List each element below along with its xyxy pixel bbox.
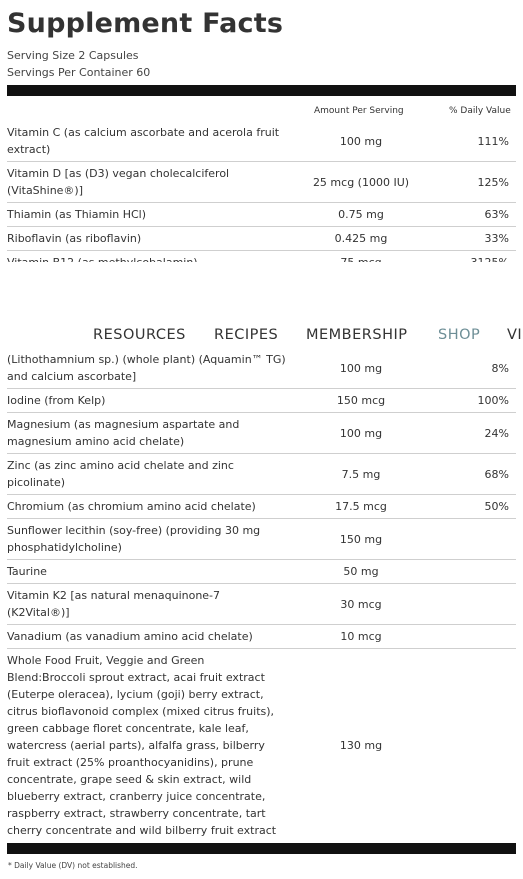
amount-per-serving: 100 mg: [339, 134, 383, 148]
daily-value: 33%: [422, 227, 516, 251]
table-row: [7, 454, 516, 495]
table-row: [7, 227, 516, 251]
nutrient-name: Vitamin C (as calcium ascorbate and acerola fruit extract): [7, 126, 280, 156]
nav-item-more[interactable]: VI: [507, 327, 523, 343]
amount-per-serving: 150 mcg: [292, 389, 422, 413]
table-row: [7, 560, 516, 584]
table-row: [7, 584, 516, 625]
amount-per-serving: 100 mg: [292, 413, 422, 454]
amount-per-serving: 10 mcg: [292, 625, 422, 649]
table-row: [7, 121, 516, 162]
nutrient-name: Sunflower lecithin (soy-free) (providing 30 mg phosphatidylcholine): [7, 519, 292, 560]
amount-per-serving: 150 mg: [292, 519, 422, 560]
daily-value: [422, 584, 516, 625]
amount-per-serving: 0.425 mg: [292, 227, 422, 251]
cut-overlay: [7, 262, 516, 276]
nutrient-name: Zinc (as zinc amino acid chelate and zinc picolinate): [7, 454, 292, 495]
table-row: [7, 649, 516, 843]
daily-value: [422, 560, 516, 584]
nutrient-name: Vitamin K2 [as natural menaquinone-7 (K2Vital®)]: [7, 584, 292, 625]
daily-value: 100%: [422, 389, 516, 413]
nav-item-resources[interactable]: RESOURCES: [93, 327, 186, 343]
daily-value: [422, 649, 516, 843]
column-header-amount: Amount Per Serving: [314, 106, 404, 116]
nav-item-membership[interactable]: MEMBERSHIP: [306, 327, 408, 343]
facts-table-top: [7, 121, 516, 274]
daily-value: [422, 519, 516, 560]
nav-item-shop[interactable]: SHOP: [438, 327, 481, 343]
amount-per-serving: 7.5 mg: [292, 454, 422, 495]
amount-per-serving: 100 mg: [339, 361, 383, 375]
site-navigation: [0, 277, 523, 353]
nutrient-name: Chromium (as chromium amino acid chelate): [7, 495, 292, 519]
nutrient-name: Iodine (from Kelp): [7, 389, 292, 413]
table-row: [7, 389, 516, 413]
nutrient-name: Riboflavin (as riboflavin): [7, 227, 292, 251]
daily-value: 68%: [422, 454, 516, 495]
table-row: [7, 162, 516, 203]
facts-table-bottom: [7, 348, 516, 842]
table-row: [7, 625, 516, 649]
table-row: [7, 519, 516, 560]
amount-per-serving: 17.5 mcg: [292, 495, 422, 519]
nutrient-name: Magnesium (as magnesium aspartate and magnesium amino acid chelate): [7, 413, 292, 454]
footnote: * Daily Value (DV) not established.: [8, 861, 138, 870]
column-header-daily-value: % Daily Value: [449, 106, 511, 116]
daily-value: 111%: [477, 134, 509, 148]
nutrient-name: Vanadium (as vanadium amino acid chelate): [7, 625, 292, 649]
table-row: [7, 203, 516, 227]
table-row: [7, 348, 516, 389]
amount-per-serving: 30 mcg: [292, 584, 422, 625]
thick-divider: [7, 85, 516, 96]
nutrient-name: (Lithothamnium sp.) (whole plant) (Aquamin™ TG) and calcium ascorbate]: [7, 353, 286, 383]
nutrient-name: Thiamin (as Thiamin HCl): [7, 203, 292, 227]
nutrient-name: Taurine: [7, 560, 292, 584]
amount-per-serving: 0.75 mg: [292, 203, 422, 227]
nutrient-name: Vitamin D [as (D3) vegan cholecalciferol (VitaShine®)]: [7, 162, 292, 203]
amount-per-serving: 25 mcg (1000 IU): [292, 162, 422, 203]
panel-title: Supplement Facts: [7, 8, 284, 39]
daily-value: 125%: [422, 162, 516, 203]
nav-item-recipes[interactable]: RECIPES: [214, 327, 279, 343]
bottom-thick-divider: [7, 843, 516, 854]
daily-value: 24%: [422, 413, 516, 454]
serving-size: Serving Size 2 Capsules: [7, 49, 139, 62]
amount-per-serving: 50 mg: [292, 560, 422, 584]
daily-value: 8%: [491, 361, 509, 375]
daily-value: [422, 625, 516, 649]
table-row: [7, 495, 516, 519]
nutrient-name: Whole Food Fruit, Veggie and Green Blend:Broccoli sprout extract, acai fruit extract (Euterpe oleracea), lycium (goji) berry extract, citrus bioflavonoid complex (mixed citrus fruits), green cabbage floret concentrate, kale leaf, watercress (aerial parts), alfalfa grass, bilberry fruit extract (25% proanthocyanidins), prune concentrate, grape seed & skin extract, wild blueberry extract, cranberry juice concentrate, raspberry extract, strawberry concentrate, tart cherry concentrate and wild bilberry fruit extract: [7, 649, 292, 843]
servings-per-container: Servings Per Container 60: [7, 66, 151, 79]
daily-value: 50%: [422, 495, 516, 519]
amount-per-serving: 130 mg: [292, 649, 422, 843]
table-row: [7, 413, 516, 454]
daily-value: 63%: [422, 203, 516, 227]
